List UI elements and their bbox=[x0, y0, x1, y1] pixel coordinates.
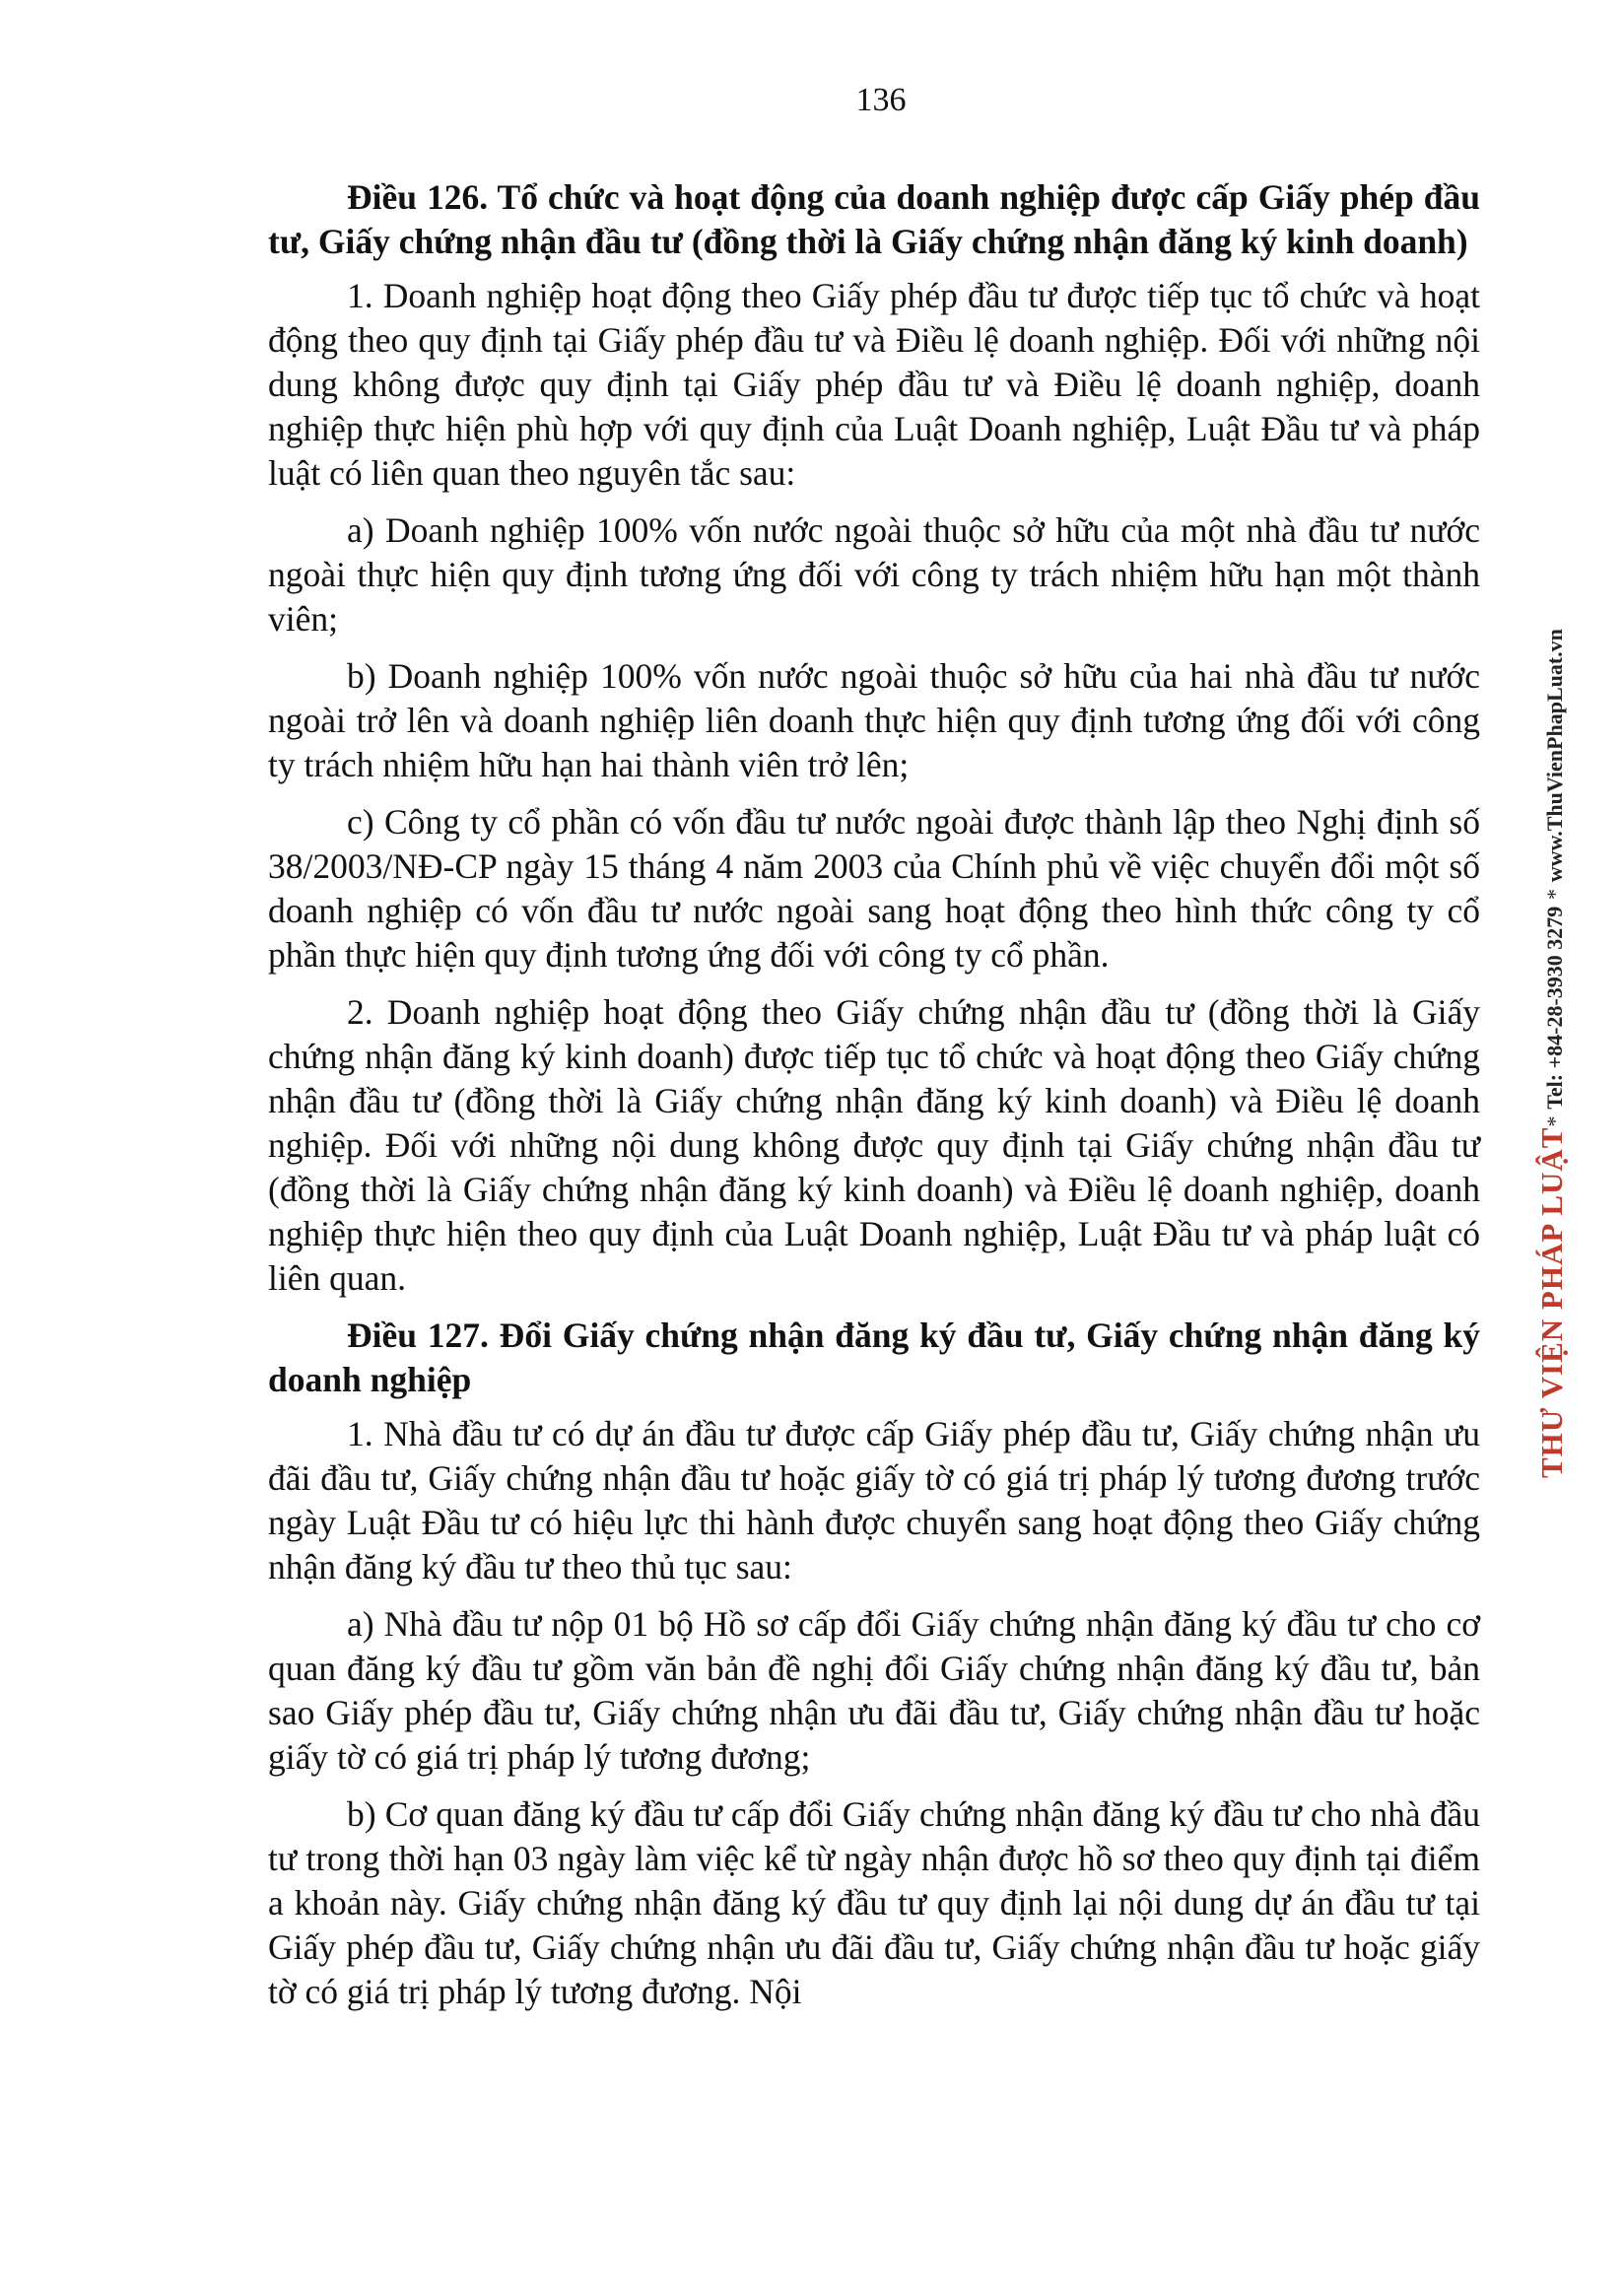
article-126-heading: Điều 126. Tổ chức và hoạt động của doanh nghiệp được cấp Giấy phép đầu tư, Giấy chứng nhận đầu tư (đồng thời là Giấy chứng nhận đăng ký kinh doanh) bbox=[268, 177, 1480, 261]
article-127-heading: Điều 127. Đổi Giấy chứng nhận đăng ký đầu tư, Giấy chứng nhận đăng ký doanh nghiệp bbox=[268, 1316, 1480, 1399]
watermark-tel: Tel: +84-28-3930 3279 bbox=[1542, 906, 1567, 1110]
page-number: 136 bbox=[855, 82, 907, 118]
document-body bbox=[268, 175, 1480, 2027]
article-126-clause-2: 2. Doanh nghiệp hoạt động theo Giấy chứng nhận đầu tư (đồng thời là Giấy chứng nhận đăng ký kinh doanh) được tiếp tục tổ chức và hoạt động theo Giấy chứng nhận đầu tư (đồng thời là Giấy chứng nhận đăng ký kinh doanh) và Điều lệ doanh nghiệp. Đối với những nội dung không được quy định tại Giấy chứng nhận đầu tư (đồng thời là Giấy chứng nhận đăng ký kinh doanh) và Điều lệ doanh nghiệp, doanh nghiệp thực hiện theo quy định của Luật Doanh nghiệp, Luật Đầu tư và pháp luật có liên quan. bbox=[268, 992, 1480, 1298]
watermark-brand: THƯ VIỆN PHÁP LUẬT bbox=[1534, 1126, 1569, 1478]
watermark-star: * bbox=[1542, 1115, 1567, 1127]
watermark-star-2: * bbox=[1542, 888, 1567, 900]
article-126-clause-1: 1. Doanh nghiệp hoạt động theo Giấy phép đầu tư được tiếp tục tổ chức và hoạt động theo quy định tại Giấy phép đầu tư và Điều lệ doanh nghiệp. Đối với những nội dung không được quy định tại Giấy phép đầu tư và Điều lệ doanh nghiệp, doanh nghiệp thực hiện phù hợp với quy định của Luật Doanh nghiệp, Luật Đầu tư và pháp luật có liên quan theo nguyên tắc sau: bbox=[268, 276, 1480, 493]
article-127-point-b: b) Cơ quan đăng ký đầu tư cấp đổi Giấy chứng nhận đăng ký đầu tư cho nhà đầu tư trong thời hạn 03 ngày làm việc kể từ ngày nhận được hồ sơ theo quy định tại điểm a khoản này. Giấy chứng nhận đăng ký đầu tư quy định lại nội dung dự án đầu tư tại Giấy phép đầu tư, Giấy chứng nhận ưu đãi đầu tư, Giấy chứng nhận đầu tư hoặc giấy tờ có giá trị pháp lý tương đương. Nội bbox=[268, 1794, 1480, 2011]
article-127-point-a: a) Nhà đầu tư nộp 01 bộ Hồ sơ cấp đổi Giấy chứng nhận đăng ký đầu tư cho cơ quan đăng ký đầu tư gồm văn bản đề nghị đổi Giấy chứng nhận đăng ký đầu tư, bản sao Giấy phép đầu tư, Giấy chứng nhận ưu đãi đầu tư, Giấy chứng nhận đầu tư hoặc giấy tờ có giá trị pháp lý tương đương; bbox=[268, 1604, 1480, 1777]
article-126-point-a: a) Doanh nghiệp 100% vốn nước ngoài thuộc sở hữu của một nhà đầu tư nước ngoài thực hiện quy định tương ứng đối với công ty trách nhiệm hữu hạn một thành viên; bbox=[268, 510, 1480, 639]
article-126-point-b: b) Doanh nghiệp 100% vốn nước ngoài thuộc sở hữu của hai nhà đầu tư nước ngoài trở lên và doanh nghiệp liên doanh thực hiện quy định tương ứng đối với công ty trách nhiệm hữu hạn hai thành viên trở lên; bbox=[268, 656, 1480, 784]
article-127-clause-1: 1. Nhà đầu tư có dự án đầu tư được cấp Giấy phép đầu tư, Giấy chứng nhận ưu đãi đầu tư, Giấy chứng nhận đầu tư hoặc giấy tờ có giá trị pháp lý tương đương trước ngày Luật Đầu tư có hiệu lực thi hành được chuyển sang hoạt động theo Giấy chứng nhận đăng ký đầu tư theo thủ tục sau: bbox=[268, 1414, 1480, 1586]
watermark-url: www.ThuVienPhapLuat.vn bbox=[1542, 629, 1567, 883]
article-126-point-c: c) Công ty cổ phần có vốn đầu tư nước ngoài được thành lập theo Nghị định số 38/2003/NĐ-CP ngày 15 tháng 4 năm 2003 của Chính phủ về việc chuyển đổi một số doanh nghiệp có vốn đầu tư nước ngoài sang hoạt động theo hình thức công ty cổ phần thực hiện quy định tương ứng đối với công ty cổ phần. bbox=[268, 802, 1480, 975]
